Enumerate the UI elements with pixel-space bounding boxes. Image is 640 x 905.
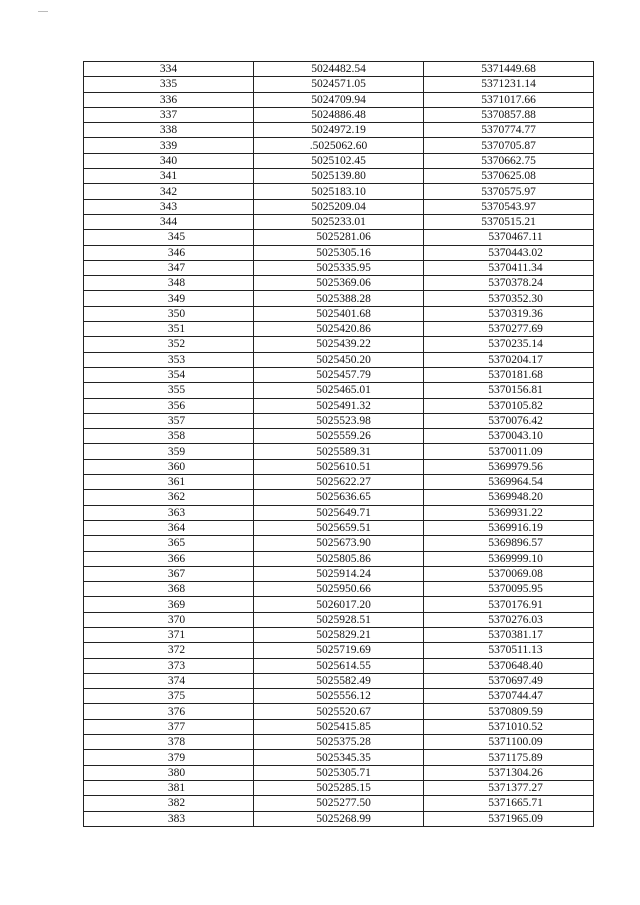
point-number-cell: 338 xyxy=(84,123,254,138)
x-coordinate-cell: 5025614.55 xyxy=(254,658,424,673)
x-coordinate-cell: 5024482.54 xyxy=(254,62,424,77)
y-coordinate-cell: 5370697.49 xyxy=(424,673,594,688)
x-coordinate-cell: 5025420.86 xyxy=(254,322,424,337)
y-coordinate-cell: 5369999.10 xyxy=(424,551,594,566)
y-coordinate-cell: 5370319.36 xyxy=(424,306,594,321)
table-row xyxy=(84,383,594,398)
x-coordinate-cell: 5024709.94 xyxy=(254,92,424,107)
point-number-cell: 373 xyxy=(84,658,254,673)
table-row xyxy=(84,413,594,428)
x-coordinate-cell: 5025622.27 xyxy=(254,475,424,490)
point-number-cell: 350 xyxy=(84,306,254,321)
y-coordinate-cell: 5371231.14 xyxy=(424,77,594,92)
table-row xyxy=(84,199,594,214)
x-coordinate-cell: 5025415.85 xyxy=(254,719,424,734)
point-number-cell: 352 xyxy=(84,337,254,352)
point-number-cell: 369 xyxy=(84,597,254,612)
table-row xyxy=(84,322,594,337)
table-row xyxy=(84,123,594,138)
y-coordinate-cell: 5371100.09 xyxy=(424,735,594,750)
x-coordinate-cell: 5025914.24 xyxy=(254,566,424,581)
table-row xyxy=(84,291,594,306)
x-coordinate-cell: 5025805.86 xyxy=(254,551,424,566)
scan-mark xyxy=(38,0,48,3)
point-number-cell: 347 xyxy=(84,260,254,275)
y-coordinate-cell: 5371449.68 xyxy=(424,62,594,77)
table-row xyxy=(84,260,594,275)
point-number-cell: 368 xyxy=(84,582,254,597)
x-coordinate-cell: 5025719.69 xyxy=(254,643,424,658)
x-coordinate-cell: 5026017.20 xyxy=(254,597,424,612)
point-number-cell: 371 xyxy=(84,627,254,642)
point-number-cell: 362 xyxy=(84,490,254,505)
y-coordinate-cell: 5370857.88 xyxy=(424,107,594,122)
table-row xyxy=(84,520,594,535)
y-coordinate-cell: 5370069.08 xyxy=(424,566,594,581)
x-coordinate-cell: 5025520.67 xyxy=(254,704,424,719)
x-coordinate-cell: 5025102.45 xyxy=(254,153,424,168)
point-number-cell: 346 xyxy=(84,245,254,260)
table-row xyxy=(84,62,594,77)
table-row xyxy=(84,612,594,627)
point-number-cell: 355 xyxy=(84,383,254,398)
y-coordinate-cell: 5371304.26 xyxy=(424,765,594,780)
point-number-cell: 378 xyxy=(84,735,254,750)
x-coordinate-cell: 5025589.31 xyxy=(254,444,424,459)
x-coordinate-cell: 5025305.71 xyxy=(254,765,424,780)
x-coordinate-cell: 5025369.06 xyxy=(254,276,424,291)
point-number-cell: 359 xyxy=(84,444,254,459)
point-number-cell: 356 xyxy=(84,398,254,413)
table-row xyxy=(84,597,594,612)
y-coordinate-cell: 5370467.11 xyxy=(424,230,594,245)
y-coordinate-cell: 5370076.42 xyxy=(424,413,594,428)
y-coordinate-cell: 5370181.68 xyxy=(424,367,594,382)
x-coordinate-cell: 5025556.12 xyxy=(254,689,424,704)
x-coordinate-cell: 5025139.80 xyxy=(254,169,424,184)
x-coordinate-cell: 5025335.95 xyxy=(254,260,424,275)
table-row xyxy=(84,658,594,673)
y-coordinate-cell: 5370043.10 xyxy=(424,429,594,444)
y-coordinate-cell: 5370575.97 xyxy=(424,184,594,199)
point-number-cell: 380 xyxy=(84,765,254,780)
table-row xyxy=(84,444,594,459)
point-number-cell: 361 xyxy=(84,475,254,490)
y-coordinate-cell: 5370625.08 xyxy=(424,169,594,184)
point-number-cell: 381 xyxy=(84,780,254,795)
y-coordinate-cell: 5369896.57 xyxy=(424,536,594,551)
point-number-cell: 382 xyxy=(84,796,254,811)
x-coordinate-cell: 5025183.10 xyxy=(254,184,424,199)
point-number-cell: 379 xyxy=(84,750,254,765)
y-coordinate-cell: 5370648.40 xyxy=(424,658,594,673)
point-number-cell: 345 xyxy=(84,230,254,245)
table-row xyxy=(84,107,594,122)
point-number-cell: 353 xyxy=(84,352,254,367)
table-row xyxy=(84,735,594,750)
point-number-cell: 374 xyxy=(84,673,254,688)
x-coordinate-cell: 5025457.79 xyxy=(254,367,424,382)
x-coordinate-cell: 5025610.51 xyxy=(254,459,424,474)
x-coordinate-cell: 5025523.98 xyxy=(254,413,424,428)
x-coordinate-cell: .5025062.60 xyxy=(254,138,424,153)
x-coordinate-cell: 5025673.90 xyxy=(254,536,424,551)
point-number-cell: 354 xyxy=(84,367,254,382)
scan-mark-glyph xyxy=(38,10,48,13)
table-row xyxy=(84,367,594,382)
point-number-cell: 365 xyxy=(84,536,254,551)
table-row xyxy=(84,214,594,229)
point-number-cell: 366 xyxy=(84,551,254,566)
y-coordinate-cell: 5371017.66 xyxy=(424,92,594,107)
coordinates-table xyxy=(83,61,594,827)
point-number-cell: 351 xyxy=(84,322,254,337)
y-coordinate-cell: 5369948.20 xyxy=(424,490,594,505)
y-coordinate-cell: 5370543.97 xyxy=(424,199,594,214)
table-row xyxy=(84,536,594,551)
y-coordinate-cell: 5371965.09 xyxy=(424,811,594,826)
y-coordinate-cell: 5370235.14 xyxy=(424,337,594,352)
table-row xyxy=(84,780,594,795)
y-coordinate-cell: 5370204.17 xyxy=(424,352,594,367)
table-row xyxy=(84,429,594,444)
x-coordinate-cell: 5025285.15 xyxy=(254,780,424,795)
y-coordinate-cell: 5369931.22 xyxy=(424,505,594,520)
x-coordinate-cell: 5025209.04 xyxy=(254,199,424,214)
x-coordinate-cell: 5025829.21 xyxy=(254,627,424,642)
point-number-cell: 336 xyxy=(84,92,254,107)
y-coordinate-cell: 5370705.87 xyxy=(424,138,594,153)
x-coordinate-cell: 5025277.50 xyxy=(254,796,424,811)
point-number-cell: 339 xyxy=(84,138,254,153)
table-row xyxy=(84,551,594,566)
point-number-cell: 348 xyxy=(84,276,254,291)
table-row xyxy=(84,765,594,780)
point-number-cell: 340 xyxy=(84,153,254,168)
table-row xyxy=(84,337,594,352)
table-row xyxy=(84,459,594,474)
point-number-cell: 370 xyxy=(84,612,254,627)
y-coordinate-cell: 5370511.13 xyxy=(424,643,594,658)
point-number-cell: 337 xyxy=(84,107,254,122)
x-coordinate-cell: 5025465.01 xyxy=(254,383,424,398)
y-coordinate-cell: 5370105.82 xyxy=(424,398,594,413)
y-coordinate-cell: 5370378.24 xyxy=(424,276,594,291)
y-coordinate-cell: 5371175.89 xyxy=(424,750,594,765)
y-coordinate-cell: 5370515.21 xyxy=(424,214,594,229)
y-coordinate-cell: 5370744.47 xyxy=(424,689,594,704)
table-row xyxy=(84,77,594,92)
x-coordinate-cell: 5025582.49 xyxy=(254,673,424,688)
y-coordinate-cell: 5370011.09 xyxy=(424,444,594,459)
coordinates-table-body xyxy=(84,62,594,827)
y-coordinate-cell: 5369964.54 xyxy=(424,475,594,490)
x-coordinate-cell: 5025649.71 xyxy=(254,505,424,520)
point-number-cell: 344 xyxy=(84,214,254,229)
y-coordinate-cell: 5370277.69 xyxy=(424,322,594,337)
x-coordinate-cell: 5024972.19 xyxy=(254,123,424,138)
x-coordinate-cell: 5025491.32 xyxy=(254,398,424,413)
x-coordinate-cell: 5024571.05 xyxy=(254,77,424,92)
table-row xyxy=(84,719,594,734)
table-row xyxy=(84,673,594,688)
point-number-cell: 341 xyxy=(84,169,254,184)
y-coordinate-cell: 5370774.77 xyxy=(424,123,594,138)
point-number-cell: 349 xyxy=(84,291,254,306)
point-number-cell: 377 xyxy=(84,719,254,734)
x-coordinate-cell: 5024886.48 xyxy=(254,107,424,122)
point-number-cell: 372 xyxy=(84,643,254,658)
table-row xyxy=(84,398,594,413)
y-coordinate-cell: 5370411.34 xyxy=(424,260,594,275)
x-coordinate-cell: 5025281.06 xyxy=(254,230,424,245)
table-row xyxy=(84,566,594,581)
point-number-cell: 364 xyxy=(84,520,254,535)
y-coordinate-cell: 5371010.52 xyxy=(424,719,594,734)
table-row xyxy=(84,582,594,597)
y-coordinate-cell: 5370156.81 xyxy=(424,383,594,398)
x-coordinate-cell: 5025450.20 xyxy=(254,352,424,367)
point-number-cell: 343 xyxy=(84,199,254,214)
y-coordinate-cell: 5370352.30 xyxy=(424,291,594,306)
table-row xyxy=(84,475,594,490)
x-coordinate-cell: 5025305.16 xyxy=(254,245,424,260)
table-row xyxy=(84,796,594,811)
x-coordinate-cell: 5025559.26 xyxy=(254,429,424,444)
y-coordinate-cell: 5370381.17 xyxy=(424,627,594,642)
y-coordinate-cell: 5370443.02 xyxy=(424,245,594,260)
y-coordinate-cell: 5369979.56 xyxy=(424,459,594,474)
x-coordinate-cell: 5025375.28 xyxy=(254,735,424,750)
coordinates-table-container xyxy=(83,61,593,827)
y-coordinate-cell: 5370095.95 xyxy=(424,582,594,597)
y-coordinate-cell: 5370809.59 xyxy=(424,704,594,719)
x-coordinate-cell: 5025439.22 xyxy=(254,337,424,352)
point-number-cell: 367 xyxy=(84,566,254,581)
table-row xyxy=(84,490,594,505)
x-coordinate-cell: 5025268.99 xyxy=(254,811,424,826)
point-number-cell: 376 xyxy=(84,704,254,719)
x-coordinate-cell: 5025659.51 xyxy=(254,520,424,535)
table-row xyxy=(84,689,594,704)
point-number-cell: 334 xyxy=(84,62,254,77)
point-number-cell: 357 xyxy=(84,413,254,428)
x-coordinate-cell: 5025233.01 xyxy=(254,214,424,229)
table-row xyxy=(84,306,594,321)
table-row xyxy=(84,750,594,765)
y-coordinate-cell: 5369916.19 xyxy=(424,520,594,535)
table-row xyxy=(84,153,594,168)
table-row xyxy=(84,811,594,826)
point-number-cell: 360 xyxy=(84,459,254,474)
point-number-cell: 335 xyxy=(84,77,254,92)
x-coordinate-cell: 5025401.68 xyxy=(254,306,424,321)
table-row xyxy=(84,704,594,719)
table-row xyxy=(84,276,594,291)
table-row xyxy=(84,92,594,107)
point-number-cell: 342 xyxy=(84,184,254,199)
y-coordinate-cell: 5371377.27 xyxy=(424,780,594,795)
y-coordinate-cell: 5370176.91 xyxy=(424,597,594,612)
table-row xyxy=(84,643,594,658)
table-row xyxy=(84,184,594,199)
x-coordinate-cell: 5025928.51 xyxy=(254,612,424,627)
table-row xyxy=(84,230,594,245)
point-number-cell: 358 xyxy=(84,429,254,444)
table-row xyxy=(84,169,594,184)
table-row xyxy=(84,352,594,367)
table-row xyxy=(84,245,594,260)
x-coordinate-cell: 5025345.35 xyxy=(254,750,424,765)
point-number-cell: 363 xyxy=(84,505,254,520)
table-row xyxy=(84,505,594,520)
table-row xyxy=(84,627,594,642)
x-coordinate-cell: 5025636.65 xyxy=(254,490,424,505)
y-coordinate-cell: 5371665.71 xyxy=(424,796,594,811)
point-number-cell: 375 xyxy=(84,689,254,704)
x-coordinate-cell: 5025388.28 xyxy=(254,291,424,306)
point-number-cell: 383 xyxy=(84,811,254,826)
table-row xyxy=(84,138,594,153)
x-coordinate-cell: 5025950.66 xyxy=(254,582,424,597)
y-coordinate-cell: 5370662.75 xyxy=(424,153,594,168)
y-coordinate-cell: 5370276.03 xyxy=(424,612,594,627)
